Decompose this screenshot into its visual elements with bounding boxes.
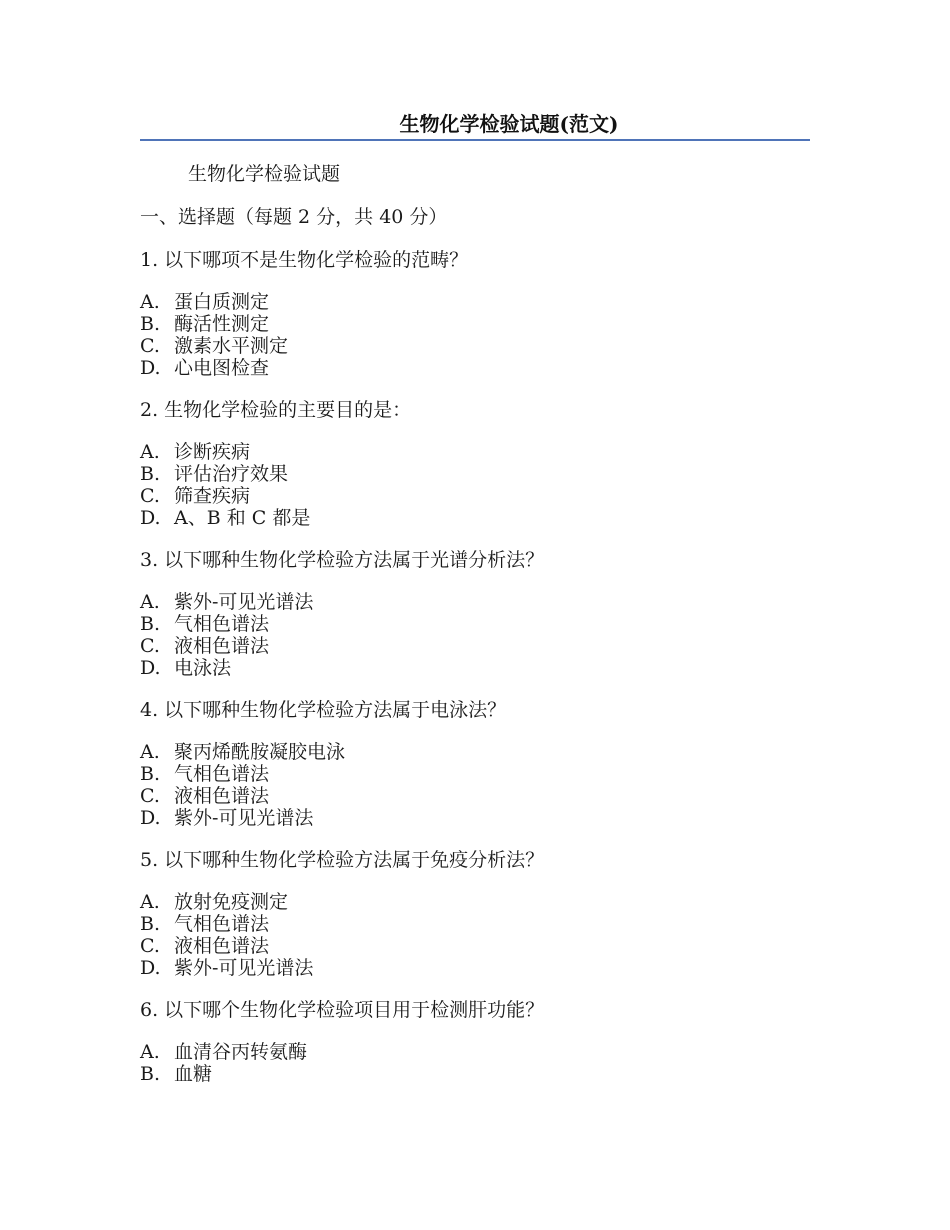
- question-5: [140, 847, 810, 979]
- option-letter: C.: [140, 335, 160, 357]
- option-list: [140, 891, 810, 979]
- question-6: [140, 997, 810, 1085]
- section-heading: 一、选择题（每题 2 分，共 40 分）: [140, 206, 448, 228]
- option-text: 血清谷丙转氨酶: [174, 1041, 308, 1063]
- option-item: [140, 507, 810, 529]
- document-body: [140, 161, 810, 1103]
- option-item: [140, 935, 810, 957]
- option-text: 聚丙烯酰胺凝胶电泳: [174, 741, 346, 763]
- option-letter: A.: [140, 741, 160, 763]
- option-list: [140, 441, 810, 529]
- option-letter: C.: [140, 785, 160, 807]
- option-item: [140, 807, 810, 829]
- option-item: [140, 291, 810, 313]
- option-item: [140, 335, 810, 357]
- option-item: [140, 1041, 810, 1063]
- option-letter: D.: [140, 957, 161, 979]
- option-letter: A.: [140, 1041, 160, 1063]
- option-letter: D.: [140, 657, 161, 679]
- option-text: 紫外-可见光谱法: [174, 957, 314, 979]
- option-letter: A.: [140, 591, 160, 613]
- option-text: 蛋白质测定: [174, 291, 270, 313]
- option-letter: B.: [140, 1063, 161, 1085]
- option-letter: D.: [140, 807, 161, 829]
- option-item: [140, 357, 810, 379]
- option-item: [140, 635, 810, 657]
- question-text: 2. 生物化学检验的主要目的是：: [140, 399, 412, 421]
- option-letter: B.: [140, 313, 161, 335]
- option-text: 筛查疾病: [174, 485, 251, 507]
- option-letter: D.: [140, 357, 161, 379]
- option-letter: C.: [140, 635, 160, 657]
- option-letter: C.: [140, 485, 160, 507]
- option-letter: A.: [140, 891, 160, 913]
- option-item: [140, 913, 810, 935]
- option-letter: B.: [140, 913, 161, 935]
- option-text: 血糖: [174, 1063, 213, 1085]
- option-letter: A.: [140, 291, 160, 313]
- option-item: [140, 957, 810, 979]
- question-text: 1. 以下哪项不是生物化学检验的范畴？: [140, 249, 469, 271]
- option-text: 紫外-可见光谱法: [174, 807, 314, 829]
- option-text: 气相色谱法: [174, 913, 270, 935]
- question-1: [140, 247, 810, 379]
- option-item: [140, 657, 810, 679]
- option-text: 电泳法: [174, 657, 232, 679]
- option-letter: B.: [140, 463, 161, 485]
- option-item: [140, 313, 810, 335]
- option-text: 气相色谱法: [174, 613, 270, 635]
- option-item: [140, 891, 810, 913]
- option-letter: B.: [140, 613, 161, 635]
- document-title: 生物化学检验试题(范文): [399, 112, 619, 136]
- question-3: [140, 547, 810, 679]
- option-text: 液相色谱法: [174, 935, 270, 957]
- option-text: 激素水平测定: [174, 335, 289, 357]
- option-list: [140, 1041, 810, 1085]
- option-list: [140, 741, 810, 829]
- question-4: [140, 697, 810, 829]
- option-text: 放射免疫测定: [174, 891, 289, 913]
- document-subtitle: 生物化学检验试题: [188, 163, 341, 185]
- option-text: 液相色谱法: [174, 635, 270, 657]
- option-text: 评估治疗效果: [174, 463, 289, 485]
- option-list: [140, 291, 810, 379]
- option-letter: D.: [140, 507, 161, 529]
- option-text: 诊断疾病: [174, 441, 251, 463]
- question-text: 5. 以下哪种生物化学检验方法属于免疫分析法？: [140, 849, 545, 871]
- option-item: [140, 785, 810, 807]
- option-text: 紫外-可见光谱法: [174, 591, 314, 613]
- option-text: 酶活性测定: [174, 313, 270, 335]
- option-text: 心电图检查: [174, 357, 270, 379]
- option-item: [140, 763, 810, 785]
- option-text: 气相色谱法: [174, 763, 270, 785]
- option-item: [140, 591, 810, 613]
- question-text: 4. 以下哪种生物化学检验方法属于电泳法？: [140, 699, 507, 721]
- question-text: 6. 以下哪个生物化学检验项目用于检测肝功能？: [140, 999, 545, 1021]
- option-text: 液相色谱法: [174, 785, 270, 807]
- option-item: [140, 1063, 810, 1085]
- question-text: 3. 以下哪种生物化学检验方法属于光谱分析法？: [140, 549, 545, 571]
- option-item: [140, 741, 810, 763]
- option-letter: B.: [140, 763, 161, 785]
- question-2: [140, 397, 810, 529]
- option-list: [140, 591, 810, 679]
- option-item: [140, 485, 810, 507]
- option-letter: C.: [140, 935, 160, 957]
- option-item: [140, 613, 810, 635]
- option-item: [140, 441, 810, 463]
- title-underline: [140, 139, 810, 141]
- option-letter: A.: [140, 441, 160, 463]
- question-list: [140, 247, 810, 1085]
- option-text: A、B 和 C 都是: [174, 507, 311, 529]
- option-item: [140, 463, 810, 485]
